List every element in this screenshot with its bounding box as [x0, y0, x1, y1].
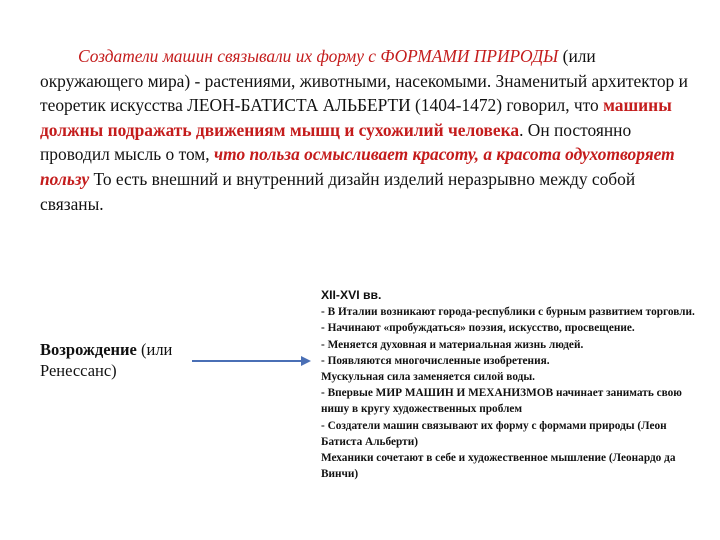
paragraph-text-1: (или окружающего мира) - растениями, животными, насекомыми. Знаменитый архитектор и теоретик искусства ЛЕОН-БАТИСТА АЛЬБЕРТИ (1404-1472) говорил, что — [40, 46, 688, 116]
era-label-rest: (или Ренессанс) — [40, 340, 173, 380]
timeline-block — [321, 287, 701, 482]
timeline-item: Механики сочетают в себе и художественное мышление (Леонардо да Винчи) — [321, 452, 676, 481]
paragraph-text-3: То есть внешний и внутренний дизайн изделий неразрывно между собой связаны. — [40, 168, 636, 214]
timeline-item: - Начинают «пробуждаться» поэзия, искусство, просвещение. — [321, 322, 635, 335]
timeline-item: - Впервые МИР МАШИН И МЕХАНИЗМОВ начинает занимать свою нишу в кругу художественных проблем — [321, 387, 682, 416]
timeline-heading: XII-XVI вв. — [321, 288, 382, 302]
timeline-item: - В Италии возникают города-республики с бурным развитием торговли. — [321, 306, 695, 319]
intro-heading-text: Создатели машин связывали их форму с ФОРМАМИ ПРИРОДЫ — [78, 46, 559, 66]
timeline-item: - Создатели машин связывают их форму с формами природы (Леон Батиста Альберти) — [321, 419, 667, 448]
paragraph-text-2: . Он постоянно проводил мысль о том, — [40, 119, 632, 165]
alberti-quote-beauty: что польза осмысливает красоту, а красота одухотворяет пользу — [40, 144, 675, 189]
era-label — [40, 339, 200, 381]
connector-arrow — [190, 353, 312, 369]
main-paragraph — [40, 44, 700, 216]
timeline-item: - Меняется духовная и материальная жизнь людей. — [321, 338, 584, 351]
connector-arrowhead — [301, 356, 311, 366]
era-label-bold: Возрождение — [40, 340, 137, 359]
timeline-item: Мускульная сила заменяется силой воды. — [321, 371, 536, 384]
timeline-item: - Появляются многочисленные изобретения. — [321, 354, 550, 367]
alberti-quote-muscles: машины должны подражать движениям мышц и сухожилий человека — [40, 95, 672, 140]
